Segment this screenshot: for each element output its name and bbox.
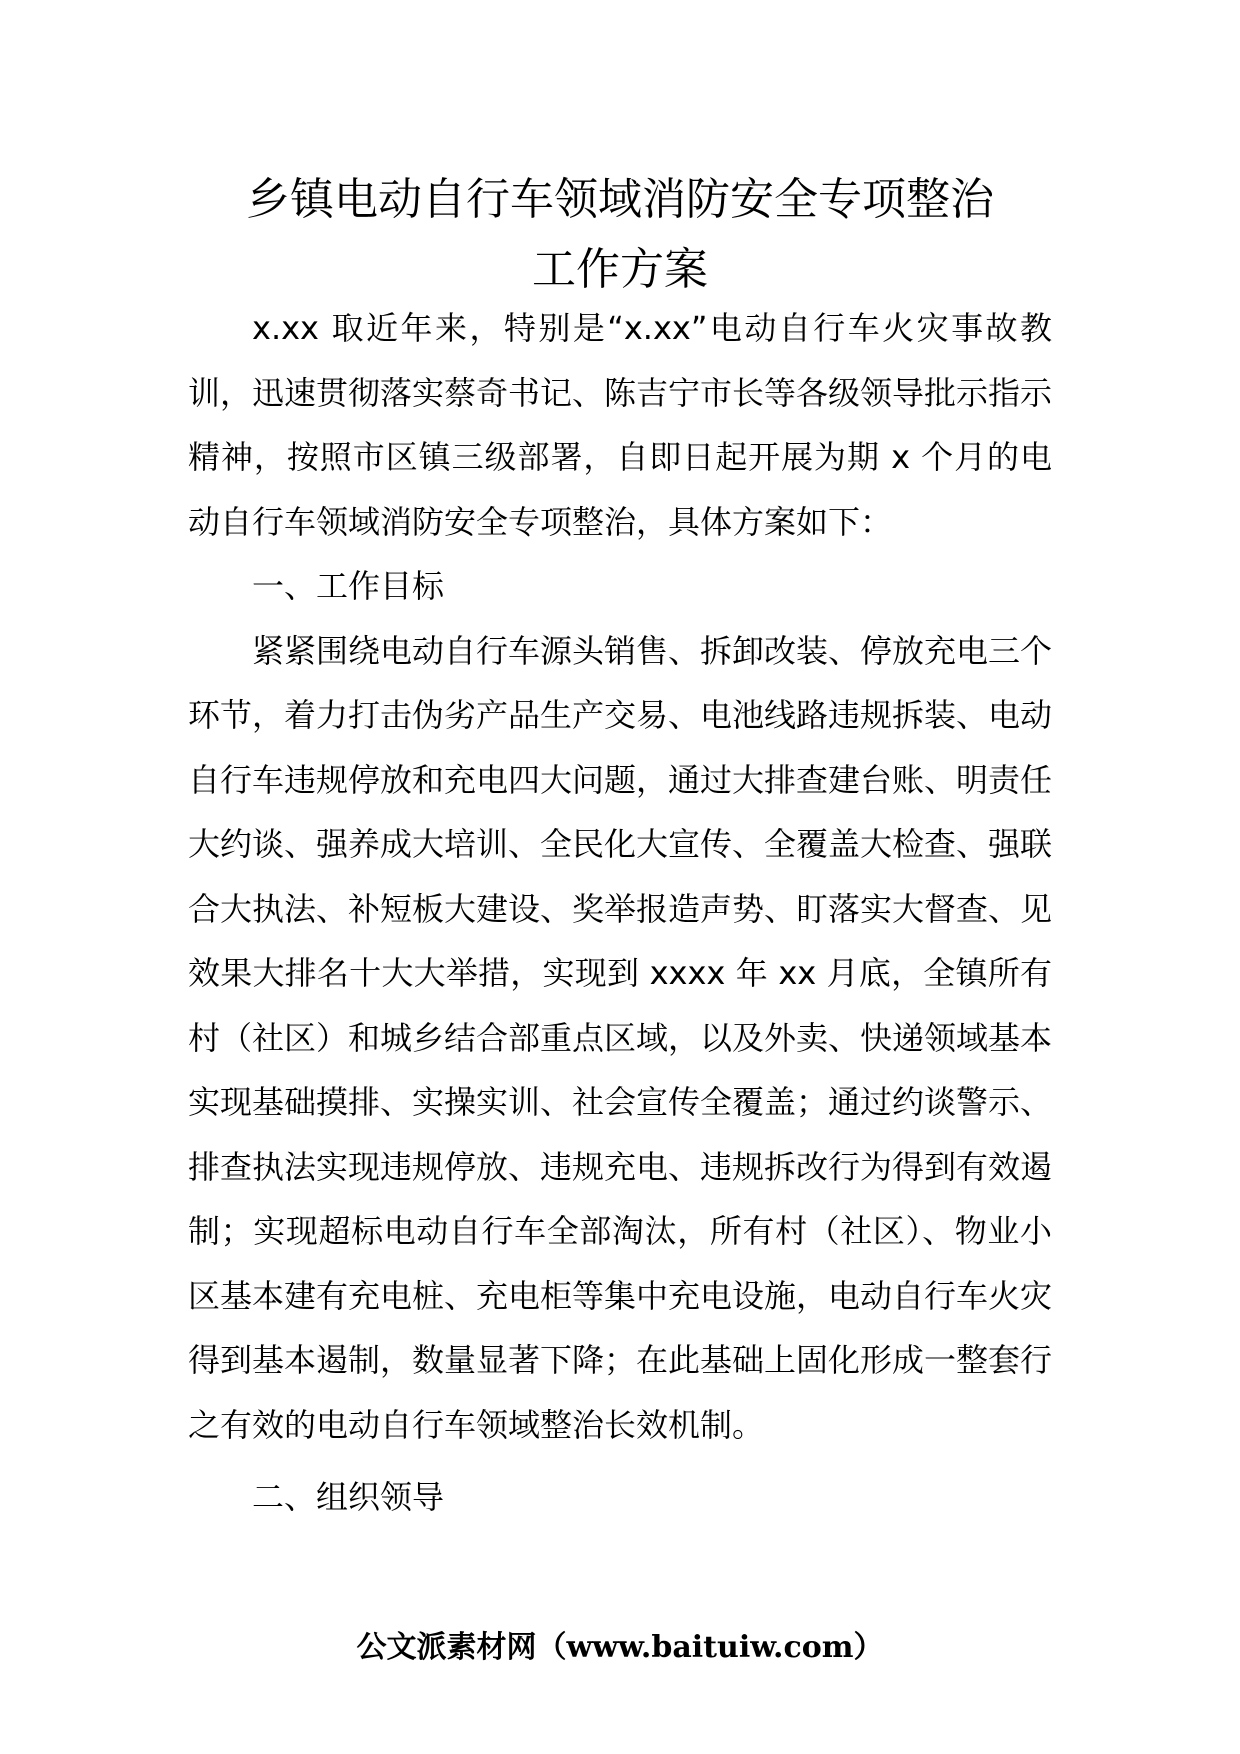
document-title-line-2: 工作方案 <box>532 244 708 295</box>
section-heading-organization: 二、组织领导 <box>252 1478 445 1516</box>
footer-watermark: 公文派素材网（www.baituiw.com） <box>356 1630 884 1665</box>
document-body <box>188 296 1052 1530</box>
section-heading-goals: 一、工作目标 <box>252 567 445 605</box>
goals-paragraph: 紧紧围绕电动自行车源头销售、拆卸改装、停放充电三个环节，着力打击伪劣产品生产交易、电池线路违规拆装、电动自行车违规停放和充电四大问题，通过大排查建台账、明责任大约谈、强养成大培训、全民化大宣传、全覆盖大检查、强联合大执法、补短板大建设、奖举报造声势、盯落实大督查、见效果大排名十大大举措，实现到 xxxx 年 xx 月底，全镇所有村（社区）和城乡结合部重点区域，以及外卖、快递领域基本实现基础摸排、实操实训、社会宣传全覆盖；通过约谈警示、排查执法实现违规停放、违规充电、违规拆改行为得到有效遏制；实现超标电动自行车全部淘汰，所有村（社区）、物业小区基本建有充电桩、充电柜等集中充电设施，电动自行车火灾得到基本遏制，数量显著下降；在此基础上固化形成一整套行之有效的电动自行车领域整治长效机制。 <box>188 631 1053 1444</box>
document-title-line-1: 乡镇电动自行车领域消防安全专项整治 <box>246 174 994 225</box>
intro-paragraph: x.xx 取近年来，特别是“x.xx”电动自行车火灾事故教训，迅速贯彻落实蔡奇书记、陈吉宁市长等各级领导批示指示精神，按照市区镇三级部署，自即日起开展为期 x 个月的电动自行车领域消防安全专项整治，具体方案如下： <box>188 309 1053 541</box>
